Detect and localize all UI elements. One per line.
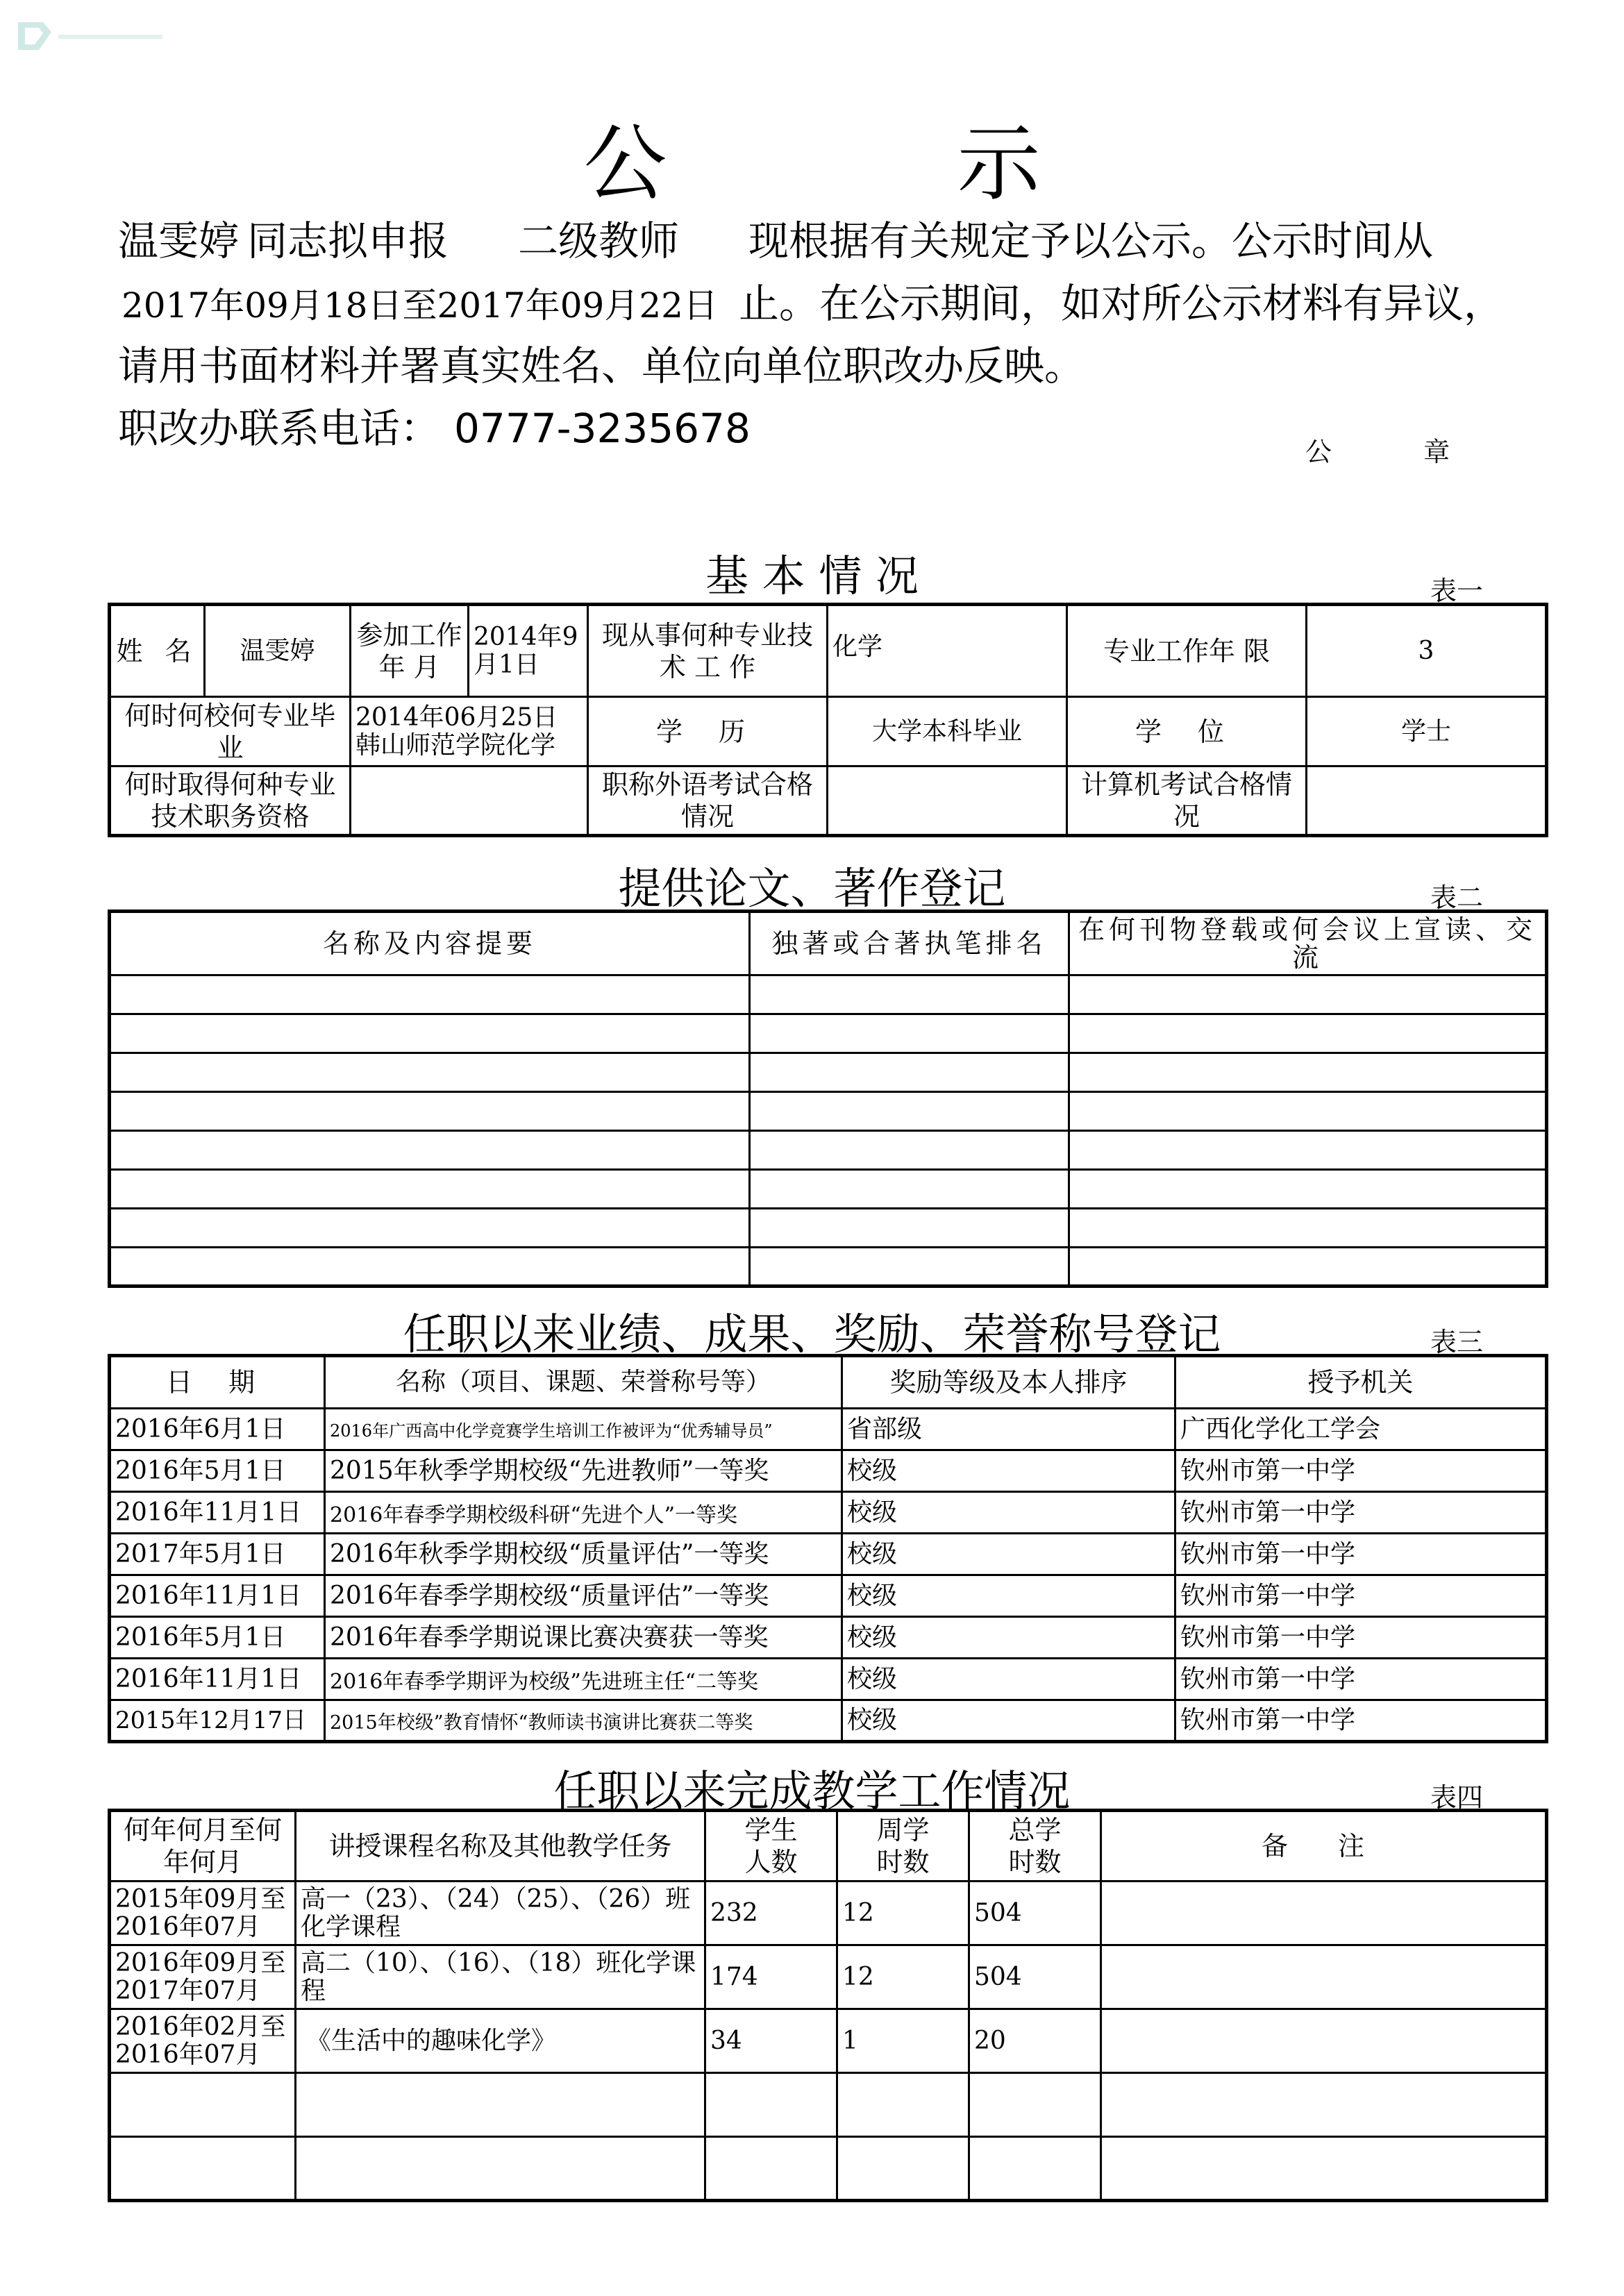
empty-cell — [110, 1092, 750, 1131]
table-row — [110, 1014, 1547, 1053]
empty-cell — [110, 1131, 750, 1170]
table3-title: 任职以来业绩、成果、奖励、荣誉称号登记 — [403, 1309, 1221, 1359]
table-row — [110, 2073, 1547, 2137]
empty-cell — [296, 2073, 705, 2137]
achievement-org: 钦州市第一中学 — [1175, 1534, 1547, 1575]
achievement-date: 2016年11月1日 — [110, 1575, 325, 1617]
empty-cell — [110, 1014, 750, 1053]
achievement-name: 2016年春季学期评为校级”先进班主任“二等奖 — [325, 1659, 842, 1700]
teaching-note — [1101, 1945, 1547, 2009]
achievement-org: 钦州市第一中学 — [1175, 1450, 1547, 1492]
teaching-total-hours: 504 — [969, 1945, 1101, 2009]
teaching-period: 2015年09月至2016年07月 — [110, 1882, 296, 1945]
table-row — [110, 2137, 1547, 2201]
empty-cell — [837, 2073, 969, 2137]
empty-cell — [750, 1053, 1069, 1092]
contact-label: 职改办联系电话： — [118, 405, 441, 452]
empty-cell — [1069, 1092, 1547, 1131]
teaching-weekly-hours: 12 — [837, 1882, 969, 1945]
empty-cell — [705, 2073, 837, 2137]
achievement-level: 校级 — [842, 1659, 1175, 1700]
achievements-table — [108, 1354, 1548, 1743]
teaching-header-weekly: 周学时数 — [837, 1811, 969, 1882]
achievement-level: 校级 — [842, 1492, 1175, 1534]
notice-text-apply: 同志拟申报 — [247, 217, 449, 265]
teaching-course: 高二（10）、（16）、（18）班化学课程 — [296, 1945, 705, 2009]
papers-header-rank: 独著或合著执笔排名 — [750, 912, 1069, 975]
work-start-value: 2014年9月1日 — [469, 605, 588, 697]
name-label: 姓 名 — [110, 605, 205, 697]
empty-cell — [969, 2073, 1101, 2137]
teaching-students: 232 — [705, 1882, 837, 1945]
work-years-label: 专业工作年 限 — [1067, 605, 1307, 697]
notice-line-2 — [122, 271, 1504, 329]
empty-cell — [750, 1131, 1069, 1170]
notice-text-objection: 止。在公示期间，如对所公示材料有异议， — [738, 280, 1504, 327]
page-title: 公 示 — [583, 116, 1173, 212]
empty-cell — [750, 1248, 1069, 1287]
teaching-course: 《生活中的趣味化学》 — [296, 2009, 705, 2073]
achievement-level: 省部级 — [842, 1409, 1175, 1450]
notice-line-3: 请用书面材料并署真实姓名、单位向单位职改办反映。 — [118, 342, 1085, 389]
applied-rank: 二级教师 — [518, 217, 680, 265]
achievement-date: 2015年12月17日 — [110, 1700, 325, 1742]
table-row — [110, 1492, 1547, 1534]
achievement-name: 2015年秋季学期校级“先进教师”一等奖 — [325, 1450, 842, 1492]
teaching-header-total: 总学时数 — [969, 1811, 1101, 1882]
table-row — [110, 2009, 1547, 2073]
computer-exam-value — [1307, 766, 1547, 836]
empty-cell — [1069, 1209, 1547, 1248]
achievement-date: 2016年11月1日 — [110, 1659, 325, 1700]
achievements-header-date: 日 期 — [110, 1356, 325, 1409]
teaching-total-hours: 20 — [969, 2009, 1101, 2073]
empty-cell — [969, 2137, 1101, 2201]
teaching-students: 174 — [705, 1945, 837, 2009]
teaching-students: 34 — [705, 2009, 837, 2073]
achievement-date: 2016年5月1日 — [110, 1617, 325, 1659]
name-value: 温雯婷 — [205, 605, 351, 697]
achievement-org: 钦州市第一中学 — [1175, 1659, 1547, 1700]
table-row — [110, 1659, 1547, 1700]
teaching-period: 2016年09月至2017年07月 — [110, 1945, 296, 2009]
work-years-value: 3 — [1307, 605, 1547, 697]
degree-value: 学士 — [1307, 697, 1547, 766]
table1-title: 基 本 情 况 — [705, 551, 919, 601]
achievement-date: 2017年5月1日 — [110, 1534, 325, 1575]
computer-exam-label: 计算机考试合格情况 — [1067, 766, 1307, 836]
achievements-header-level: 奖励等级及本人排序 — [842, 1356, 1175, 1409]
achievement-date: 2016年11月1日 — [110, 1492, 325, 1534]
empty-cell — [110, 1209, 750, 1248]
foreign-language-value — [828, 766, 1067, 836]
logo-watermark — [15, 15, 168, 57]
notice-period: 2017年09月18日至2017年09月22日 — [122, 285, 718, 326]
teaching-note — [1101, 1882, 1547, 1945]
achievement-level: 校级 — [842, 1700, 1175, 1742]
achievement-date: 2016年5月1日 — [110, 1450, 325, 1492]
basic-info-table — [108, 603, 1548, 837]
achievement-name: 2016年春季学期校级科研“先进个人”一等奖 — [325, 1492, 842, 1534]
empty-cell — [1069, 1248, 1547, 1287]
table4-tag: 表四 — [1430, 1782, 1484, 1813]
achievement-name: 2016年春季学期说课比赛决赛获一等奖 — [325, 1617, 842, 1659]
achievement-org: 广西化学化工学会 — [1175, 1409, 1547, 1450]
achievement-org: 钦州市第一中学 — [1175, 1575, 1547, 1617]
empty-cell — [110, 2137, 296, 2201]
teaching-header-note: 备 注 — [1101, 1811, 1547, 1882]
empty-cell — [1101, 2137, 1547, 2201]
applicant-name: 温雯婷 — [118, 217, 240, 265]
empty-cell — [705, 2137, 837, 2201]
teaching-course: 高一（23）、（24）（25）、（26）班化学课程 — [296, 1882, 705, 1945]
empty-cell — [110, 1170, 750, 1209]
table-row — [110, 1534, 1547, 1575]
table-row — [110, 1092, 1547, 1131]
current-major-label: 现从事何种专业技 术 工 作 — [588, 605, 828, 697]
table4-title: 任职以来完成教学工作情况 — [553, 1766, 1071, 1816]
empty-cell — [1069, 1170, 1547, 1209]
achievements-header-org: 授予机关 — [1175, 1356, 1547, 1409]
table-row — [110, 1170, 1547, 1209]
empty-cell — [110, 1053, 750, 1092]
teaching-total-hours: 504 — [969, 1882, 1101, 1945]
achievement-name: 2016年春季学期校级“质量评估”一等奖 — [325, 1575, 842, 1617]
table-row — [110, 1882, 1547, 1945]
notice-text-basis: 现根据有关规定予以公示。公示时间从 — [748, 217, 1434, 265]
qualification-label: 何时取得何种专业技术职务资格 — [110, 766, 351, 836]
empty-cell — [750, 975, 1069, 1014]
teaching-header-course: 讲授课程名称及其他教学任务 — [296, 1811, 705, 1882]
graduation-value: 2014年06月25日韩山师范学院化学 — [351, 697, 588, 766]
achievement-org: 钦州市第一中学 — [1175, 1617, 1547, 1659]
empty-cell — [837, 2137, 969, 2201]
table-row — [110, 1248, 1547, 1287]
empty-cell — [296, 2137, 705, 2201]
contact-phone: 0777-3235678 — [454, 405, 751, 452]
teaching-period: 2016年02月至2016年07月 — [110, 2009, 296, 2073]
current-major-value: 化学 — [828, 605, 1067, 697]
achievement-name: 2016年广西高中化学竞赛学生培训工作被评为“优秀辅导员” — [325, 1409, 842, 1450]
teaching-table — [108, 1809, 1548, 2202]
teaching-weekly-hours: 12 — [837, 1945, 969, 2009]
empty-cell — [1069, 1131, 1547, 1170]
education-label: 学 历 — [588, 697, 828, 766]
papers-table — [108, 910, 1548, 1288]
table2-title: 提供论文、著作登记 — [618, 863, 1006, 914]
graduation-label: 何时何校何专业毕 业 — [110, 697, 351, 766]
education-value: 大学本科毕业 — [828, 697, 1067, 766]
papers-header-name: 名称及内容提要 — [110, 912, 750, 975]
empty-cell — [110, 975, 750, 1014]
notice-line-4 — [118, 396, 751, 454]
notice-line-1 — [118, 208, 1433, 267]
empty-cell — [750, 1014, 1069, 1053]
teaching-header-students: 学生人数 — [705, 1811, 837, 1882]
foreign-language-label: 职称外语考试合格情况 — [588, 766, 828, 836]
achievement-level: 校级 — [842, 1575, 1175, 1617]
table-row — [110, 1450, 1547, 1492]
empty-cell — [750, 1092, 1069, 1131]
table-row — [110, 1131, 1547, 1170]
table-row — [110, 1409, 1547, 1450]
achievements-header-name: 名称（项目、课题、荣誉称号等） — [325, 1356, 842, 1409]
table-row — [110, 1617, 1547, 1659]
empty-cell — [1069, 1014, 1547, 1053]
achievement-date: 2016年6月1日 — [110, 1409, 325, 1450]
table-row — [110, 1945, 1547, 2009]
table-row — [110, 1575, 1547, 1617]
achievement-level: 校级 — [842, 1534, 1175, 1575]
empty-cell — [110, 2073, 296, 2137]
achievement-level: 校级 — [842, 1617, 1175, 1659]
qualification-value — [351, 766, 588, 836]
achievement-org: 钦州市第一中学 — [1175, 1492, 1547, 1534]
teaching-note — [1101, 2009, 1547, 2073]
table3-tag: 表三 — [1430, 1327, 1484, 1357]
table-row — [110, 1209, 1547, 1248]
work-start-label: 参加工作年 月 — [351, 605, 469, 697]
table-row — [110, 1700, 1547, 1742]
empty-cell — [750, 1209, 1069, 1248]
empty-cell — [1069, 1053, 1547, 1092]
achievement-name: 2015年校级”教育情怀“教师读书演讲比赛获二等奖 — [325, 1700, 842, 1742]
teaching-weekly-hours: 1 — [837, 2009, 969, 2073]
papers-header-journal: 在何刊物登载或何会议上宣读、交流 — [1069, 912, 1547, 975]
teaching-header-period: 何年何月至何年何月 — [110, 1811, 296, 1882]
table2-tag: 表二 — [1430, 882, 1484, 913]
table1-tag: 表一 — [1430, 576, 1484, 606]
empty-cell — [1069, 975, 1547, 1014]
seal-label: 公 章 — [1305, 437, 1492, 467]
empty-cell — [1101, 2073, 1547, 2137]
empty-cell — [110, 1248, 750, 1287]
achievement-org: 钦州市第一中学 — [1175, 1700, 1547, 1742]
empty-cell — [750, 1170, 1069, 1209]
achievement-level: 校级 — [842, 1450, 1175, 1492]
table-row — [110, 1053, 1547, 1092]
achievement-name: 2016年秋季学期校级“质量评估”一等奖 — [325, 1534, 842, 1575]
degree-label: 学 位 — [1067, 697, 1307, 766]
table-row — [110, 975, 1547, 1014]
